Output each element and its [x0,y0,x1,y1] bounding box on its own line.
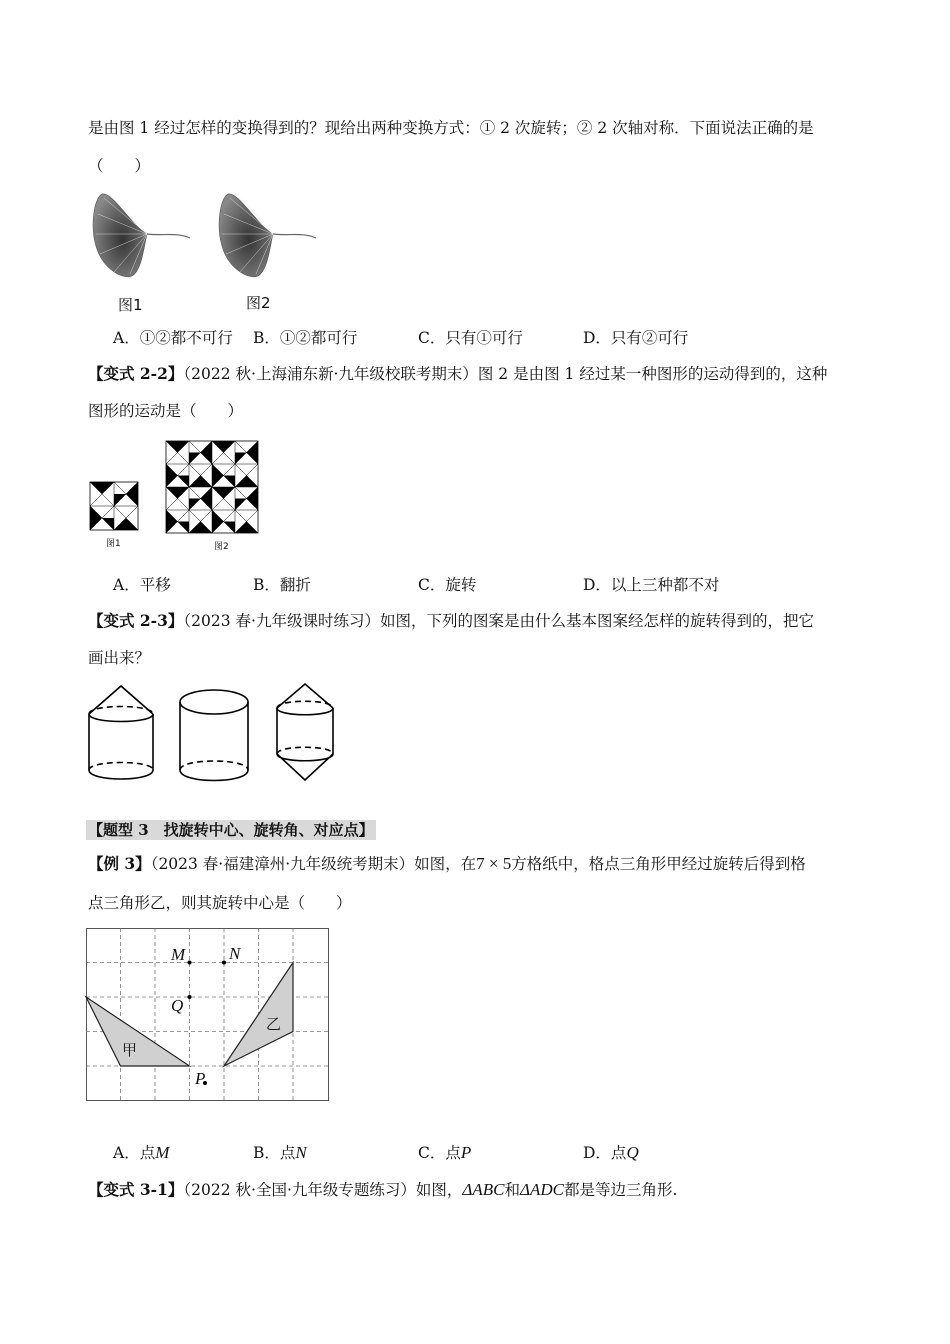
ex3-option-b-prefix: B．点 [253,1144,296,1162]
label-M: M [171,945,186,964]
label-Q: Q [171,996,184,1015]
q2-tile-figure-1 [90,482,138,530]
q2-option-b[interactable]: B．翻折 [253,576,311,594]
q1-option-b[interactable]: B．①②都可行 [253,329,358,347]
q2-stem-line1 [88,364,827,384]
q2-stem-line2: 图形的运动是（ ） [88,402,244,420]
q3-stem-line1 [88,611,814,631]
solid-cylinder [178,688,250,786]
ex3-option-c-prefix: C．点 [418,1144,461,1162]
q1-option-d[interactable]: D．只有②可行 [583,329,689,347]
point-Q [188,995,192,999]
q3-stem-text: （2023 春·九年级课时练习）如图，下列的图案是由什么基本图案经怎样的旋转得到的，把它 [183,612,814,630]
ex3-option-c-var: P [460,1143,472,1162]
q2-stem-text: （2022 秋·上海浦东新·九年级校联考期末）图 2 是由图 1 经过某一种图形的运动得到的，这种 [183,365,828,383]
q4-mid: 和 [504,1181,520,1199]
ex3-stem-line2: 点三角形乙，则其旋转中心是（ ） [88,894,352,912]
q2-option-a[interactable]: A．平移 [113,576,171,594]
q4-stem [88,1180,677,1200]
ex3-tag: 【例 3】 [88,854,151,873]
label-P: P [195,1069,206,1088]
point-M [188,961,192,965]
ex3-stem-line1 [88,854,806,874]
ex3-option-b-var: N [295,1143,307,1162]
q2-fig1-caption: 图1 [106,539,121,549]
ex3-option-a-prefix: A．点 [113,1144,156,1162]
ex3-option-d-var: Q [626,1143,639,1162]
ex3-option-d[interactable] [583,1143,639,1163]
q1-stem-line2: （ ） [88,157,151,175]
q4-tri1: ΔABC [462,1180,505,1199]
ex3-stem-text-b: 方格纸中，格点三角形甲经过旋转后得到格 [511,855,806,873]
label-N: N [229,944,241,963]
ex3-option-a-var: M [155,1143,170,1162]
label-yi: 乙 [266,1015,282,1033]
ex3-stem-math: 7 × 5 [476,854,512,873]
q3-tag: 【变式 2-3】 [88,611,184,630]
q2-option-c[interactable]: C．旋转 [418,576,477,594]
ex3-grid-figure [86,928,329,1101]
q4-stem-a: （2022 秋·全国·九年级专题练习）如图， [183,1181,463,1199]
ex3-option-d-prefix: D．点 [583,1144,627,1162]
label-jia: 甲 [122,1041,138,1059]
ginkgo-leaf-figure-1 [92,186,202,294]
solid-cone-on-cylinder [86,684,156,786]
q1-option-c[interactable]: C．只有①可行 [418,329,523,347]
ginkgo-leaf-figure-2 [218,186,328,294]
q4-tri2: ΔADC [520,1180,564,1199]
ex3-option-b[interactable] [253,1143,307,1163]
ex3-stem-text-a: （2023 春·福建漳州·九年级统考期末）如图，在 [150,855,477,873]
q2-tile-figure-2 [166,441,258,533]
q1-stem-line1: 是由图 1 经过怎样的变换得到的？现给出两种变换方式：① 2 次旋转；② 2 次轴对称．下面说法正确的是 [88,119,814,137]
q1-fig1-caption: 图1 [118,296,143,314]
section-title: 【题型 3 找旋转中心、旋转角、对应点】 [88,821,374,839]
q1-fig2-caption: 图2 [246,294,271,312]
solid-double-cone-cylinder [274,682,336,782]
point-N [222,961,226,965]
ex3-option-c[interactable] [418,1143,471,1163]
q2-tag: 【变式 2-2】 [88,364,184,383]
q1-option-a[interactable]: A．①②都不可行 [113,329,233,347]
q4-stem-b: 都是等边三角形. [563,1181,678,1199]
q2-option-d[interactable]: D．以上三种都不对 [583,576,720,594]
q2-fig2-caption: 图2 [214,542,229,552]
ex3-option-a[interactable] [113,1143,169,1163]
q3-stem-line2: 画出来？ [88,649,151,667]
q4-tag: 【变式 3-1】 [88,1180,184,1199]
